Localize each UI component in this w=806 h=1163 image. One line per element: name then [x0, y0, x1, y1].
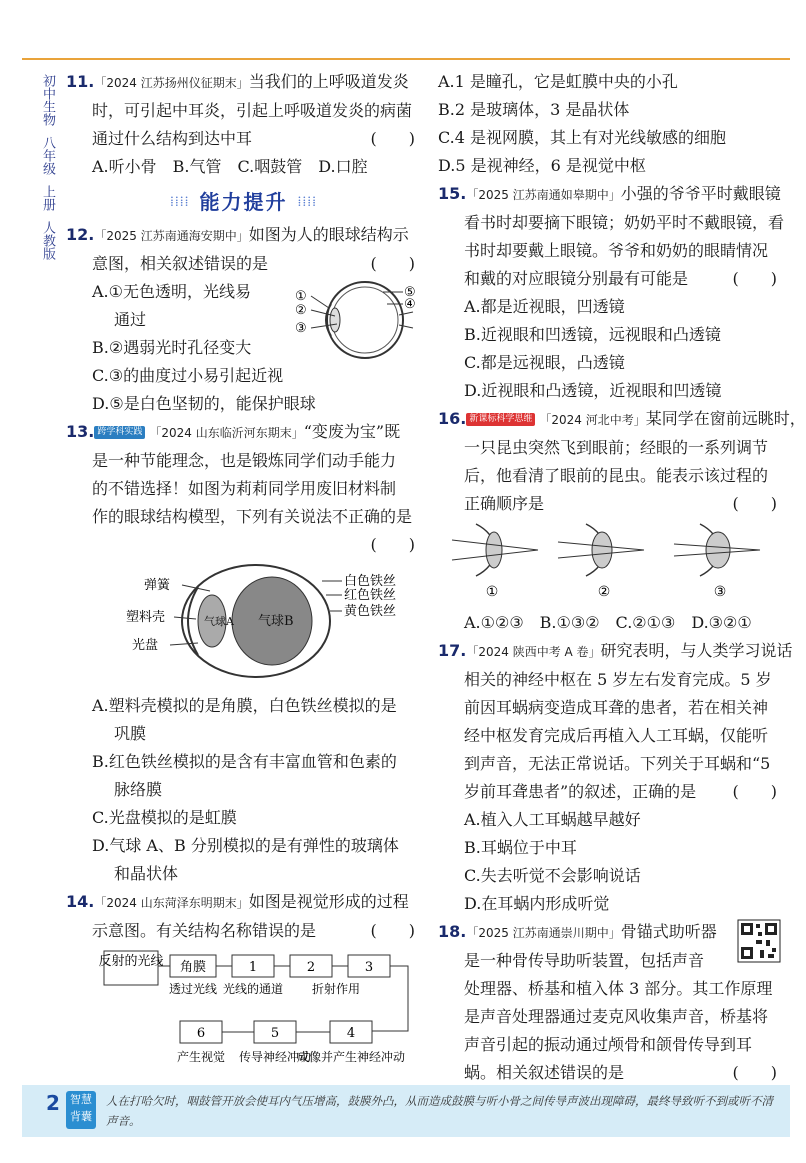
option-b: B.红色铁丝模拟的是含有丰富血管和色素的	[92, 752, 397, 771]
question-number: 13.	[66, 422, 95, 441]
option-a: A.①无色透明，光线易	[92, 282, 251, 301]
question-text: 相关的神经中枢在 5 岁左右发育完成。5 岁	[464, 670, 772, 689]
question-text: 如图为人的眼球结构示	[248, 225, 409, 244]
question-text: 声音引起的振动通过颅骨和颌骨传导到耳	[464, 1035, 753, 1054]
eye-label-3: ③	[713, 584, 727, 600]
question-text: 当我们的上呼吸道发炎	[248, 72, 409, 91]
label-5: ⑤	[404, 285, 416, 300]
option-c: C.失去听觉不会影响说话	[464, 866, 641, 885]
vision-flow-diagram	[74, 947, 414, 1087]
label-yellow-wire: 黄色铁丝	[344, 604, 397, 619]
question-text: 示意图。有关结构名称错误的是	[92, 921, 317, 940]
option-c: C.光盘模拟的是虹膜	[92, 808, 237, 827]
option-d-cont: 和晶状体	[114, 864, 179, 883]
option-b-cont: 脉络膜	[114, 780, 163, 799]
answer-blank[interactable]: ( )	[370, 254, 415, 273]
question-text: 时，可引起中耳炎，引起上呼吸道发炎的病菌	[92, 101, 413, 120]
sidebar-subject: 初中生物	[40, 74, 55, 126]
option-d: D.气球 A、B 分别模拟的是有弹性的玻璃体	[92, 836, 399, 855]
flow-start: 反射的光线	[98, 954, 164, 969]
question-text: 是声音处理器通过麦克风收集声音，桥基将	[464, 1007, 769, 1026]
left-column	[66, 68, 421, 1096]
label-1: ①	[295, 289, 307, 304]
qr-code-icon[interactable]	[738, 920, 780, 962]
question-text: “变废为宝”既	[303, 422, 401, 441]
section-banner	[66, 185, 421, 219]
question-text: 通过什么结构到达中耳	[92, 129, 253, 148]
question-text: 小强的爷爷平时戴眼镜	[620, 184, 781, 203]
wisdom-badge: 智慧背囊	[66, 1091, 96, 1129]
label-3: ③	[295, 321, 307, 336]
question-text: 某同学在窗前远眺时，	[645, 409, 806, 428]
question-text: 前因耳蜗病变造成耳聋的患者，若在相关神	[464, 698, 769, 717]
question-number: 12.	[66, 225, 95, 244]
flow-cornea: 角膜	[179, 960, 207, 975]
eye-label-2: ②	[597, 584, 611, 600]
answer-options: A.①②③ B.①③② C.②①③ D.③②①	[464, 613, 752, 632]
answer-blank[interactable]: ( )	[732, 782, 777, 801]
option-b: B.近视眼和凹透镜，远视眼和凸透镜	[464, 325, 721, 344]
flow-text-4: 成像并产生神经冲动	[296, 1050, 406, 1064]
question-text: 一只昆虫突然飞到眼前；经眼的一系列调节	[464, 438, 769, 457]
flow-box-1: 1	[248, 960, 258, 975]
answer-blank[interactable]: ( )	[370, 535, 415, 554]
q14-option-b: B.2 是玻璃体，3 是晶状体	[438, 100, 630, 119]
dots-icon: ⁞⁞⁞⁞	[169, 194, 190, 210]
question-source: 「2024 河北中考」	[539, 413, 646, 427]
question-text: 看书时却要摘下眼镜；奶奶平时不戴眼镜，看	[464, 213, 785, 232]
flow-box-3: 3	[364, 960, 374, 975]
question-text: 书时却要戴上眼镜。爷爷和奶奶的眼睛情况	[464, 241, 769, 260]
label-plastic-shell: 塑料壳	[126, 610, 166, 625]
flow-text-2: 光线的通道	[222, 982, 284, 996]
option-c: C.都是远视眼，凸透镜	[464, 353, 625, 372]
option-a: A.都是近视眼，凹透镜	[464, 297, 625, 316]
option-c: C.③的曲度过小易引起近视	[92, 366, 284, 385]
question-text: 骨锚式助听器	[620, 922, 717, 941]
leader-line	[311, 296, 329, 308]
q14-option-c: C.4 是视网膜，其上有对光线敏感的细胞	[438, 128, 727, 147]
eye-structure-diagram	[291, 270, 419, 370]
answer-blank[interactable]: ( )	[732, 1063, 777, 1082]
option-b: B.②遇弱光时孔径变大	[92, 338, 252, 357]
answer-blank[interactable]: ( )	[732, 269, 777, 288]
flow-box-4: 4	[346, 1026, 356, 1041]
label-2: ②	[295, 303, 307, 318]
question-text: 作的眼球结构模型，下列有关说法不正确的是	[92, 507, 413, 526]
flow-text-3: 折射作用	[311, 982, 361, 996]
q14-option-d: D.5 是视神经，6 是视觉中枢	[438, 156, 646, 175]
question-text: 经中枢发育完成后再植入人工耳蜗，仅能听	[464, 726, 769, 745]
question-source: 「2024 江苏扬州仪征期末」	[94, 76, 249, 90]
page-number: 2	[46, 1091, 60, 1115]
q14-option-a: A.1 是瞳孔，它是虹膜中央的小孔	[438, 72, 678, 91]
question-text: 是一种节能理念，也是锻炼同学们动手能力	[92, 451, 397, 470]
question-17	[438, 637, 793, 918]
question-11	[66, 68, 421, 181]
eye-diagram-1	[452, 524, 538, 600]
sidebar-volume: 上册	[40, 185, 55, 211]
question-14	[66, 888, 421, 1096]
question-source: 「2025 江苏南通崇川期中」	[466, 926, 621, 940]
right-column	[438, 68, 806, 1087]
question-16	[438, 405, 806, 637]
option-a-cont: 巩膜	[114, 724, 147, 743]
question-15	[438, 180, 783, 405]
eye-diagram-3	[674, 524, 760, 600]
question-text: 后，他看清了眼前的昆虫。能表示该过程的	[464, 466, 769, 485]
question-number: 16.	[438, 409, 467, 428]
eye-label-1: ①	[485, 584, 499, 600]
option-a-cont: 通过	[114, 310, 147, 329]
question-source: 「2024 山东临沂河东期末」	[149, 426, 304, 440]
sidebar-edition: 人教版	[40, 221, 55, 260]
question-number: 14.	[66, 892, 95, 911]
label-balloon-a: 气球A	[204, 615, 234, 628]
question-number: 11.	[66, 72, 95, 91]
flow-text-6: 产生视觉	[176, 1050, 226, 1064]
question-text: 岁前耳聋患者”的叙述，正确的是	[464, 782, 697, 801]
question-text: 正确顺序是	[464, 494, 545, 513]
q12-options-with-figure	[66, 278, 421, 390]
question-12	[66, 221, 421, 418]
question-source: 「2024 陕西中考 A 卷」	[466, 645, 601, 659]
option-d: D.⑤是白色坚韧的，能保护眼球	[92, 394, 316, 413]
eye-focus-diagrams	[438, 518, 778, 600]
question-text: 处理器、桥基和植入体 3 部分。其工作原理	[464, 979, 773, 998]
label-4: ④	[404, 297, 416, 312]
answer-blank[interactable]: ( )	[370, 921, 415, 940]
question-18	[438, 918, 783, 1087]
flow-text-1: 透过光线	[168, 982, 218, 996]
question-13	[66, 418, 421, 888]
label-white-wire: 白色铁丝	[344, 574, 397, 589]
label-red-wire: 红色铁丝	[344, 588, 397, 603]
question-text: 如图是视觉形成的过程	[248, 892, 409, 911]
footer-tip-text: 人在打哈欠时，咽鼓管开放会使耳内气压增高，鼓膜外凸，从而造成鼓膜与听小骨之间传导声波出现障碍，最终导致听不到或听不清声音。	[106, 1094, 773, 1128]
flow-box-2: 2	[306, 960, 316, 975]
label-spring: 弹簧	[144, 578, 171, 593]
question-text: 研究表明，与人类学习说话	[600, 641, 793, 660]
option-d: D.在耳蜗内形成听觉	[464, 894, 610, 913]
question-text: 意图，相关叙述错误的是	[92, 254, 269, 273]
question-text: 的不错选择！如图为莉莉同学用废旧材料制	[92, 479, 397, 498]
flow-box-6: 6	[196, 1026, 206, 1041]
question-text: 是一种骨传导助听装置，包括声音	[464, 951, 705, 970]
dots-icon: ⁞⁞⁞⁞	[297, 194, 318, 210]
question-source: 「2025 江苏南通海安期中」	[94, 229, 249, 243]
option-b: B.耳蜗位于中耳	[464, 838, 577, 857]
answer-blank[interactable]: ( )	[732, 494, 777, 513]
option-a: A.塑料壳模拟的是角膜，白色铁丝模拟的是	[92, 696, 397, 715]
question-number: 18.	[438, 922, 467, 941]
new-curriculum-tag: 新课标科学思维	[466, 413, 535, 426]
option-a: A.植入人工耳蜗越早越好	[464, 810, 641, 829]
question-text: 蜗。相关叙述错误的是	[464, 1063, 625, 1082]
label-disc: 光盘	[132, 638, 159, 653]
option-d: D.近视眼和凸透镜，近视眼和凹透镜	[464, 381, 722, 400]
sidebar-label	[40, 74, 56, 270]
sidebar-grade: 八年级	[40, 136, 55, 175]
tip-footer	[22, 1085, 790, 1137]
eyeball-model-diagram	[86, 559, 416, 683]
question-text: 和戴的对应眼镜分别最有可能是	[464, 269, 689, 288]
flow-box-5: 5	[270, 1026, 280, 1041]
cross-discipline-tag: 跨学科实践	[94, 426, 145, 439]
question-number: 15.	[438, 184, 467, 203]
answer-options: A.听小骨 B.气管 C.咽鼓管 D.口腔	[92, 157, 368, 176]
section-title: 能力提升	[199, 190, 288, 214]
question-number: 17.	[438, 641, 467, 660]
question-text: 到声音，无法正常说话。下列关于耳蜗和“5	[464, 754, 771, 773]
answer-blank[interactable]: ( )	[370, 129, 415, 148]
question-source: 「2025 江苏南通如皋期中」	[466, 188, 621, 202]
label-balloon-b: 气球B	[258, 614, 294, 629]
flow-text-5: 传导神经冲动	[238, 1050, 312, 1064]
eye-diagram-2	[558, 524, 644, 600]
question-source: 「2024 山东菏泽东明期末」	[94, 896, 249, 910]
